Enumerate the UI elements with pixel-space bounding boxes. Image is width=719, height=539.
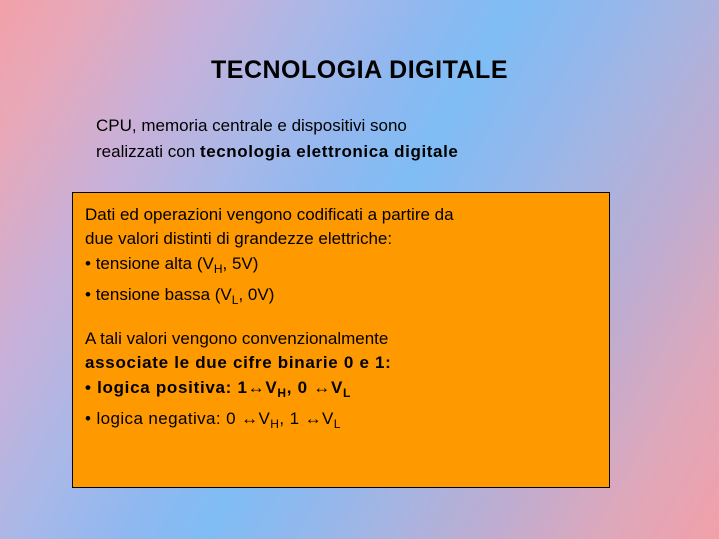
arrow-icon: ↔: [247, 378, 266, 397]
intro-line-1: CPU, memoria centrale e dispositivi sono: [96, 116, 407, 135]
logic-label: logica negativa:: [96, 409, 222, 428]
logic-expr-a-subscript: H: [277, 386, 287, 400]
bullet-subscript: L: [231, 293, 239, 307]
logic-expr-b-subscript: L: [342, 386, 352, 400]
logic-expr-a-left: 0: [226, 409, 237, 428]
logic-label: logica positiva:: [97, 378, 233, 397]
paragraph-2-line-1: A tali valori vengono convenzionalmente: [85, 329, 389, 348]
bullet-item-high-voltage: [85, 251, 597, 282]
arrow-icon: ↔: [304, 409, 323, 428]
paragraph-1-line-1: Dati ed operazioni vengono codificati a partire da: [85, 205, 454, 224]
spacer: [85, 313, 597, 327]
intro-line-2-emphasis: tecnologia elettronica digitale: [199, 142, 459, 161]
logic-expr-a-left: 1: [237, 378, 248, 397]
bullet-marker: •: [85, 378, 92, 397]
paragraph-2-line-2: associate le due cifre binarie 0 e 1:: [85, 353, 392, 372]
logic-expr-a-right: V: [258, 409, 271, 428]
logic-expr-b-right: V: [322, 409, 334, 428]
logic-item-positive: [85, 375, 597, 406]
logic-separator: ,: [279, 409, 285, 428]
bullet-text-before: tensione bassa (V: [95, 285, 232, 304]
content-box: [72, 192, 610, 488]
paragraph-1-line-2: due valori distinti di grandezze elettriche:: [85, 229, 393, 248]
bullet-marker: •: [85, 409, 92, 428]
bullet-item-low-voltage: [85, 282, 597, 313]
bullet-text-after: , 0V): [238, 285, 275, 304]
logic-expr-b-left: 0: [297, 378, 308, 397]
bullet-text-after: , 5V): [222, 254, 259, 273]
bullet-text-before: tensione alta (V: [95, 254, 214, 273]
logic-expr-b-left: 1: [289, 409, 300, 428]
arrow-icon: ↔: [313, 378, 331, 397]
bullet-marker: •: [85, 254, 91, 273]
logic-item-negative: [85, 406, 597, 437]
logic-expr-b-subscript: L: [333, 417, 341, 431]
logic-separator: ,: [286, 378, 293, 397]
logic-expr-b-right: V: [330, 378, 343, 397]
intro-line-2-prefix: realizzati con: [96, 142, 200, 161]
page-title: TECNOLOGIA DIGITALE: [211, 56, 508, 84]
intro-text-block: [96, 114, 656, 164]
intro-line-2: [96, 140, 656, 164]
bullet-subscript: H: [213, 262, 223, 276]
bullet-marker: •: [85, 285, 91, 304]
logic-expr-a-right: V: [265, 378, 278, 397]
logic-expr-a-subscript: H: [270, 417, 280, 431]
arrow-icon: ↔: [241, 409, 259, 428]
